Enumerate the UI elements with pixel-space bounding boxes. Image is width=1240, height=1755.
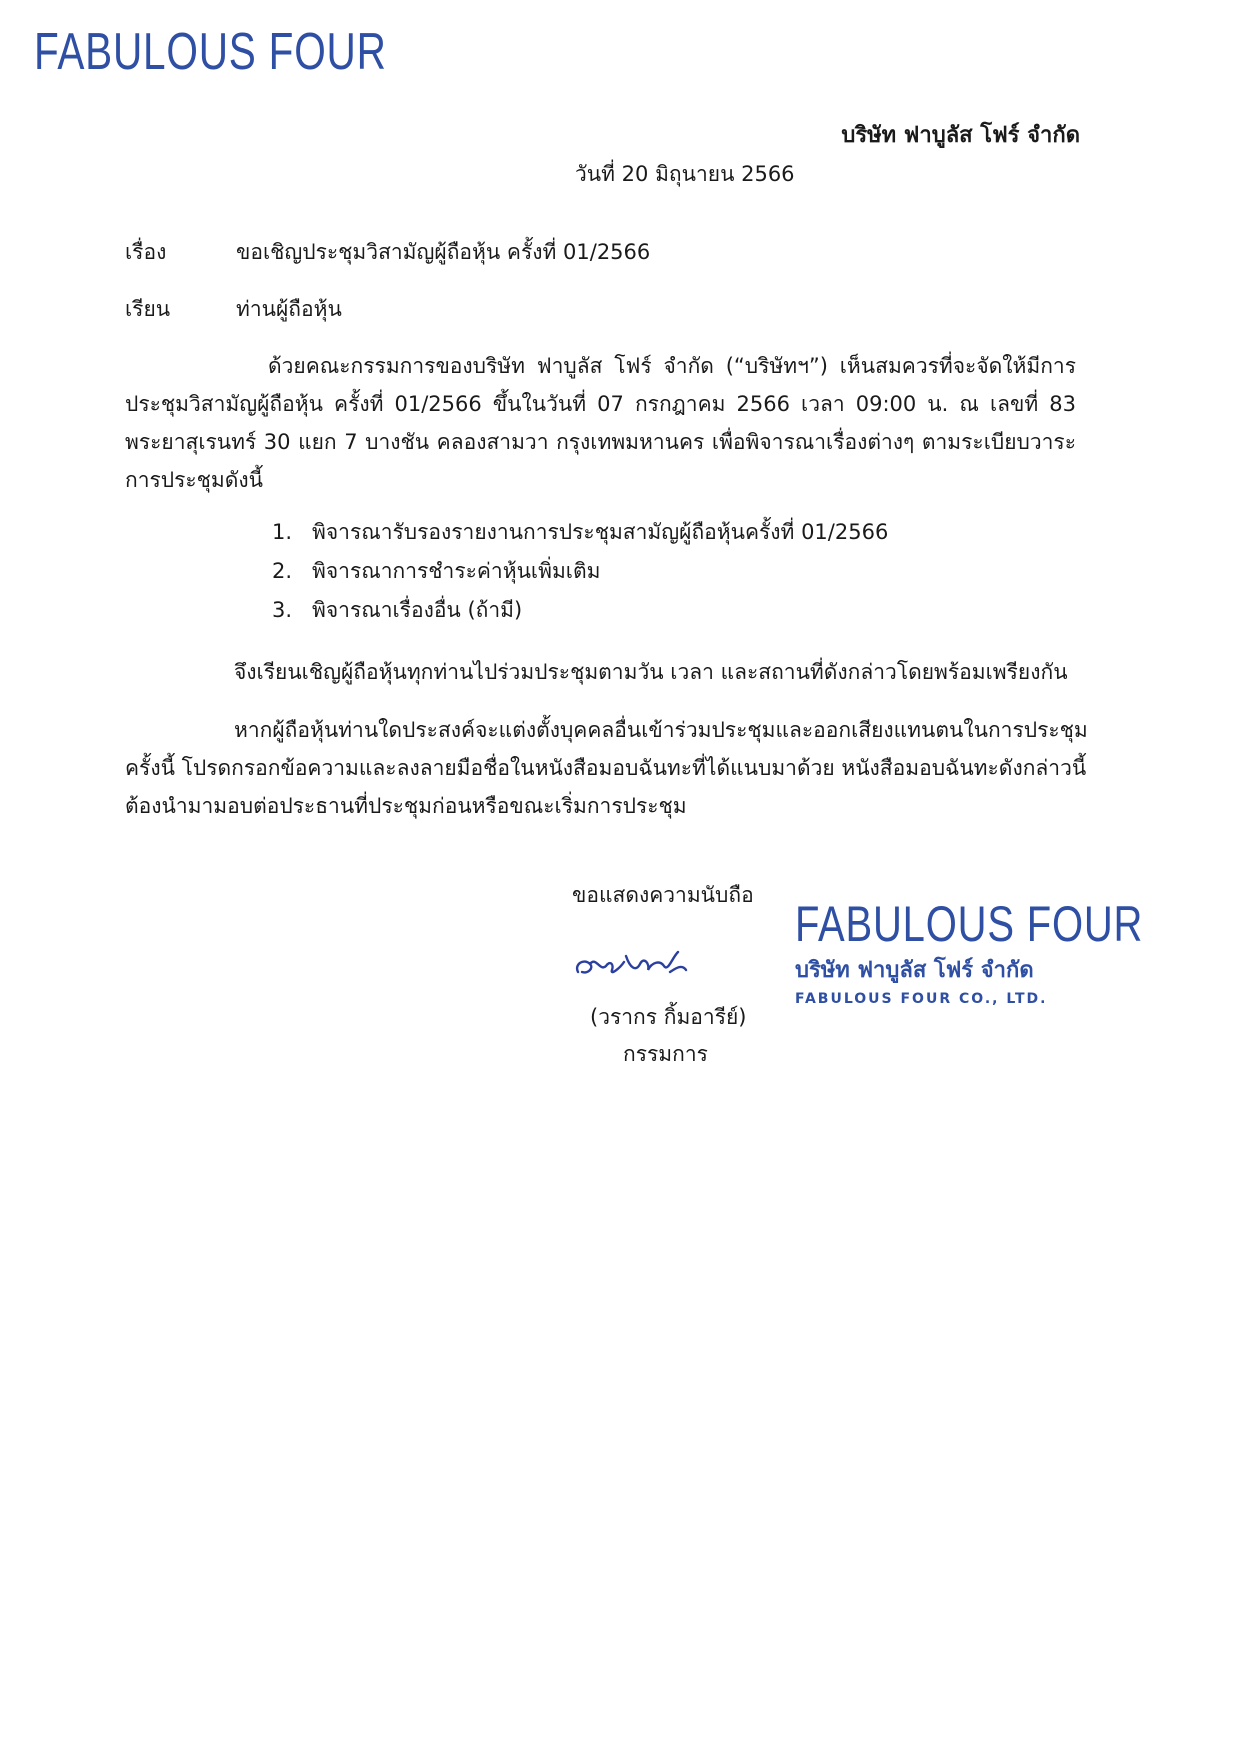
recipient-text: ท่านผู้ถือหุ้น [236,297,342,321]
closing-salutation: ขอแสดงความนับถือ [572,883,754,907]
signer-position: กรรมการ [623,1042,708,1066]
recipient-label: เรียน [125,297,171,321]
handwritten-signature [570,942,720,984]
signer-name: (วรากร กิ้มอารีย์) [590,1005,747,1029]
paragraph-line: ต้องนำมามอบต่อประธานที่ประชุมก่อนหรือขณะเริ่มการประชุม [125,794,687,818]
company-name-header: บริษัท ฟาบูลัส โฟร์ จำกัด [841,123,1080,148]
company-logo: FABULOUS FOUR [34,23,387,81]
agenda-text: พิจารณารับรองรายงานการประชุมสามัญผู้ถือหุ้นครั้งที่ 01/2566 [312,520,889,544]
paragraph-line: ประชุมวิสามัญผู้ถือหุ้น ครั้งที่ 01/2566 ขึ้นในวันที่ 07 กรกฎาคม 2566 เวลา 09:00 น. ณ เลขที่ 83 [125,392,1076,416]
stamp-company-thai: บริษัท ฟาบูลัส โฟร์ จำกัด [795,958,1034,983]
agenda-number: 2. [272,559,293,583]
paragraph-line: การประชุมดังนี้ [125,468,264,492]
agenda-item [272,594,522,627]
body-paragraph-1 [125,347,1076,499]
stamp-company-english: FABULOUS FOUR CO., LTD. [795,991,1048,1007]
paragraph-line: พระยาสุเรนทร์ 30 แยก 7 บางชัน คลองสามวา กรุงเทพมหานคร เพื่อพิจารณาเรื่องต่างๆ ตามระเบียบวาระ [125,430,1076,454]
subject-text: ขอเชิญประชุมวิสามัญผู้ถือหุ้น ครั้งที่ 01/2566 [236,240,651,264]
agenda-item [272,555,600,588]
paragraph-line: หากผู้ถือหุ้นท่านใดประสงค์จะแต่งตั้งบุคคลอื่นเข้าร่วมประชุมและออกเสียงแทนตนในการประชุม [234,718,1088,742]
agenda-text: พิจารณาการชำระค่าหุ้นเพิ่มเติม [312,559,601,583]
body-paragraph-2: จึงเรียนเชิญผู้ถือหุ้นทุกท่านไปร่วมประชุมตามวัน เวลา และสถานที่ดังกล่าวโดยพร้อมเพรียงกัน [234,660,1068,684]
signature-icon [570,942,720,984]
stamp-logo: FABULOUS FOUR [795,896,1144,952]
subject-label: เรื่อง [125,240,167,264]
agenda-item [272,516,888,549]
agenda-number: 3. [272,598,293,622]
agenda-number: 1. [272,520,293,544]
company-stamp [795,898,1230,1007]
agenda-text: พิจารณาเรื่องอื่น (ถ้ามี) [312,598,523,622]
letter-date: วันที่ 20 มิถุนายน 2566 [575,162,795,186]
paragraph-line: ครั้งนี้ โปรดกรอกข้อความและลงลายมือชื่อในหนังสือมอบฉันทะที่ได้แนบมาด้วย หนังสือมอบฉันทะดังกล่าวนี้ [125,756,1087,780]
paragraph-line: ด้วยคณะกรรมการของบริษัท ฟาบูลัส โฟร์ จำกัด (“บริษัทฯ”) เห็นสมควรที่จะจัดให้มีการ [268,354,1076,378]
body-paragraph-3 [125,711,1088,825]
